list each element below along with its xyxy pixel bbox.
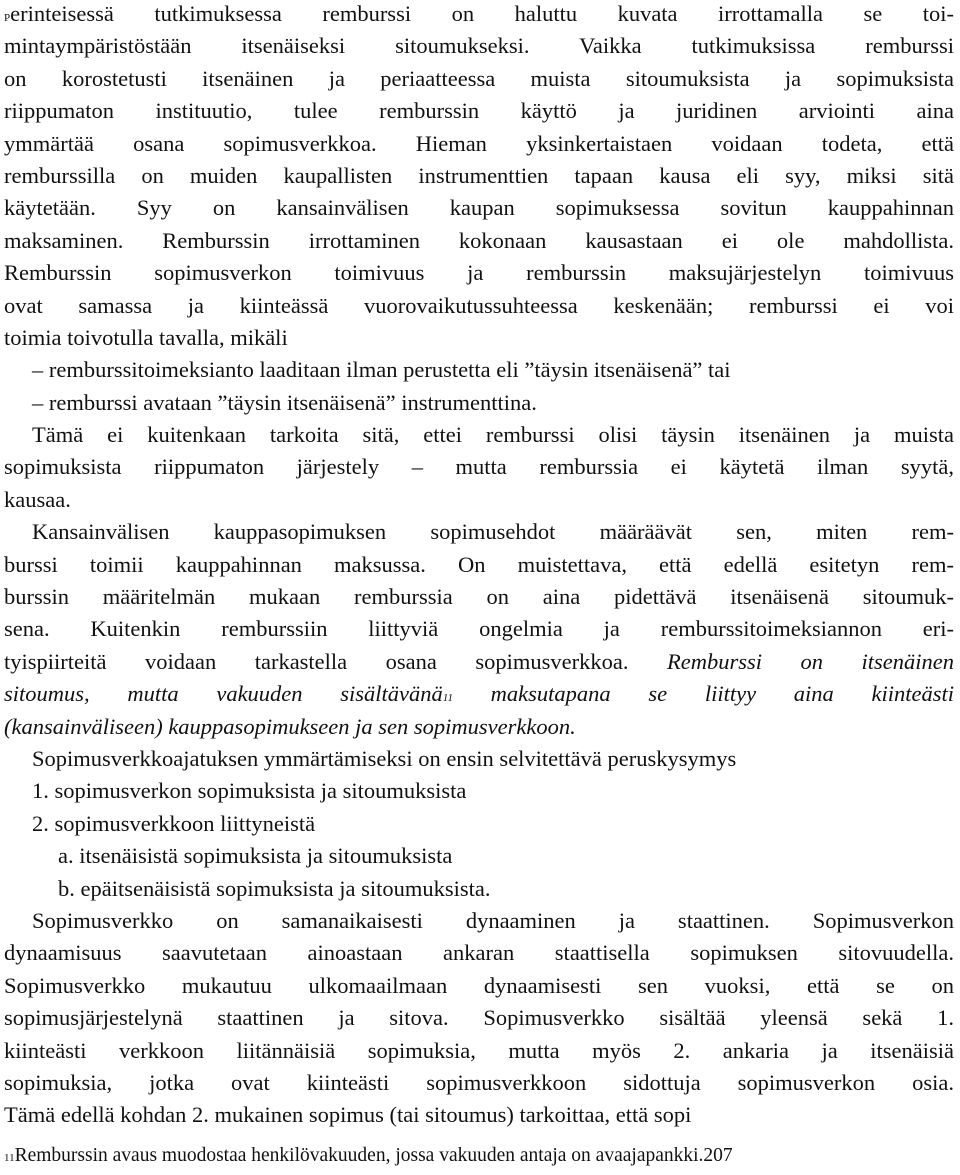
page-number: 207 [703,1145,733,1166]
text-line-20: sena. Kuitenkin remburssiin liittyviä ongelmia ja remburssitoimeksiannon eri- [4,616,954,642]
footnote-number: 11 [4,1152,15,1164]
text-line-21: tyispiirteitä voidaan tarkastella osana sopimusverkkoa. Remburssi on itsenäinen [4,648,954,674]
text-line-9: Remburssin sopimusverkon toimivuus ja remburssin maksujärjestelyn toimivuus [4,260,954,286]
sub-item-b: b. epäitsenäisistä sopimuksista ja sitoumuksista. [58,875,491,901]
footnote [4,1141,954,1171]
text-line-8: maksaminen. Remburssin irrottaminen kokonaan kausastaan ei ole mahdollista. [4,227,954,253]
text-line-29: Sopimusverkko on samanaikaisesti dynaaminen ja staattinen. Sopimusverkon [32,907,954,933]
text-line-24: Sopimusverkkoajatuksen ymmärtämiseksi on ensin selvitettävä peruskysymys [32,745,737,771]
text-line-1: Perinteisessä tutkimuksessa remburssi on haluttu kuvata irrottamalla se toi- [4,1,954,26]
text-line-7: käytetään. Syy on kansainvälisen kaupan sopimuksessa sovitun kauppahinnan [4,195,954,221]
dash-list-item-2: – remburssi avataan ”täysin itsenäisenä” instrumenttina. [32,389,537,415]
text-line-31: Sopimusverkko mukautuu ulkomaailmaan dynaamisesti sen vuoksi, että se on [4,972,954,998]
text-line-18: burssi toimii kauppahinnan maksussa. On muistettava, että edellä esitetyn rem- [4,551,954,577]
text-line-19: burssin määritelmän mukaan remburssia on aina pidettävä itsenäisenä sitoumuk- [4,584,954,610]
footnote-text: Remburssin avaus muodostaa henkilövakuuden, jossa vakuuden antaja on avaajapankki. [14,1145,704,1166]
text-line-16: kausaa. [4,486,71,512]
text-line-32: sopimusjärjestelynä staattinen ja sitova. Sopimusverkko sisältää yleensä sekä 1. [4,1005,954,1031]
text-line-3: on korostetusti itsenäinen ja periaatteessa muista sitoumuksista ja sopimuksista [4,65,954,91]
text-line-14: Tämä ei kuitenkaan tarkoita sitä, ettei remburssi olisi täysin itsenäinen ja muista [32,422,954,448]
text-line-23: (kansainväliseen) kauppasopimukseen ja sen sopimusverkkoon. [4,713,576,739]
footnote-ref: 11 [442,692,453,705]
text-line-4: riippumaton instituutio, tulee remburssin käyttö ja juridinen arviointi aina [4,98,954,124]
text-line-2: mintaympäristöstään itsenäiseksi sitoumukseksi. Vaikka tutkimuksissa remburssi [4,33,954,59]
text-line-33: kiinteästi verkkoon liitännäisiä sopimuksia, mutta myös 2. ankaria ja itsenäisiä [4,1037,954,1063]
text-line-15: sopimuksista riippumaton järjestely – mutta remburssia ei käytetä ilman syytä, [4,454,954,480]
text-line-11: toimia toivotulla tavalla, mikäli [4,324,288,350]
text-line-17: Kansainvälisen kauppasopimuksen sopimusehdot määräävät sen, miten rem- [32,519,954,545]
text-line-10: ovat samassa ja kiinteässä vuorovaikutussuhteessa keskenään; remburssi ei voi [4,292,954,318]
text-line-22: sitoumus, mutta vakuuden sisältävänä11 maksutapana se liittyy aina kiinteästi [4,681,954,707]
dash-list-item-1: – remburssitoimeksianto laaditaan ilman perustetta eli ”täysin itsenäisenä” tai [32,357,731,383]
text-line-6: remburssilla on muiden kaupallisten instrumenttien tapaan kausa eli syy, miksi sitä [4,162,954,188]
text-line-5: ymmärtää osana sopimusverkkoa. Hieman yksinkertaistaen voidaan todeta, että [4,130,954,156]
drop-initial: P [4,12,11,24]
italic-phrase: Remburssi on itsenäinen [667,648,954,674]
text-line-35: Tämä edellä kohdan 2. mukainen sopimus (tai sitoumus) tarkoittaa, että sopi [4,1102,692,1128]
text-line-30: dynaamisuus saavutetaan ainoastaan ankaran staattisella sopimuksen sitovuudella. [4,940,954,966]
numbered-item-1: 1. sopimusverkon sopimuksista ja sitoumuksista [32,778,467,804]
sub-item-a: a. itsenäisistä sopimuksista ja sitoumuksista [58,843,453,869]
text-line-34: sopimuksia, jotka ovat kiinteästi sopimusverkkoon sidottuja sopimusverkon osia. [4,1069,954,1095]
numbered-item-2: 2. sopimusverkkoon liittyneistä [32,810,316,836]
